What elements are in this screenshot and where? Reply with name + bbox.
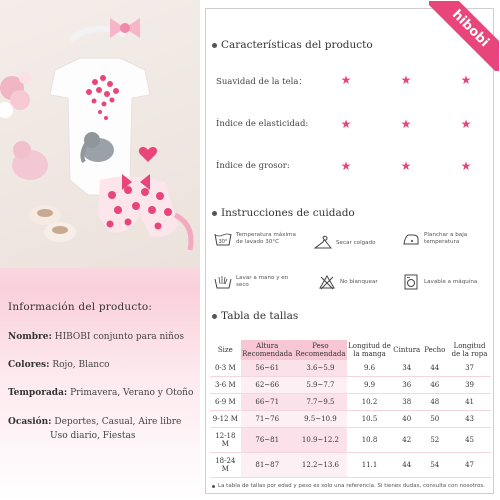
brand-badge	[429, 1, 499, 71]
table-cell: 56~61	[241, 360, 294, 377]
table-cell: 62~66	[241, 377, 294, 394]
table-cell: 9-12 M	[210, 411, 241, 428]
table-cell: 34	[392, 360, 422, 377]
table-row	[210, 360, 491, 377]
details-panel	[205, 8, 494, 494]
table-cell: 44	[392, 453, 422, 478]
size-note-text: La tabla de tallas por edad y peso es solo una referencia. Si tienes dudas, consulta con nosotros.	[218, 483, 486, 489]
characteristic-row	[216, 75, 496, 87]
care-text: No blanquear	[340, 278, 378, 285]
info-value: Rojo, Blanco	[52, 360, 110, 371]
table-cell: 3-6 M	[210, 377, 241, 394]
table-cell: 41	[448, 394, 491, 411]
info-value: Primavera, Verano y Otoño	[70, 388, 194, 399]
care-item-no-bleach	[318, 274, 398, 290]
table-row	[210, 428, 491, 453]
table-header: Peso Recomendada	[294, 340, 347, 360]
bullet-icon	[212, 211, 217, 216]
table-cell: 37	[448, 360, 491, 377]
brand-logo: hibobi	[429, 1, 499, 71]
table-header: Longitud de la manga	[348, 342, 391, 359]
table-cell: 12-18 M	[210, 428, 241, 453]
care-item-wash-30	[214, 231, 302, 247]
table-header: Longitud de la ropa	[451, 342, 488, 359]
star-icon: ★	[340, 73, 352, 87]
characteristic-row	[216, 119, 496, 129]
table-cell: 46	[422, 377, 449, 394]
product-photo	[0, 0, 200, 268]
care-item-machine-wash	[402, 274, 490, 290]
size-table	[210, 340, 491, 478]
table-cell: 10.5	[347, 411, 392, 428]
care-text: Secar colgado	[336, 239, 376, 246]
section-title-text: Tabla de tallas	[221, 310, 299, 322]
table-header-row	[210, 340, 491, 360]
wash-30-icon	[214, 231, 232, 247]
table-row	[210, 377, 491, 394]
no-bleach-icon	[318, 274, 336, 290]
table-cell: 10.9~12.2	[294, 428, 347, 453]
table-cell: 50	[422, 411, 449, 428]
characteristic-label: Índice de grosor:	[216, 161, 290, 171]
bullet-icon	[212, 485, 215, 488]
table-cell: 42	[392, 428, 422, 453]
info-label: Nombre:	[8, 332, 52, 343]
star-icon: ★	[400, 159, 412, 173]
care-item-hanger	[314, 235, 394, 251]
care-title	[212, 207, 355, 219]
star-icon: ★	[460, 159, 472, 173]
info-value: Deportes, Casual, Aire libre	[54, 416, 182, 427]
size-table-body	[210, 360, 491, 478]
star-icon: ★	[400, 73, 412, 87]
characteristic-label: Suavidad de la tela：	[216, 77, 307, 87]
size-note	[212, 483, 485, 489]
table-cell: 43	[448, 411, 491, 428]
table-cell: 45	[448, 428, 491, 453]
characteristics-title	[212, 39, 373, 51]
table-cell: 11.1	[347, 453, 392, 478]
info-value-continued: Uso diario, Fiestas	[50, 430, 136, 441]
hanger-icon	[314, 235, 332, 251]
table-header: Pecho	[424, 346, 446, 355]
table-cell: 9.5~10.9	[294, 411, 347, 428]
table-cell: 12.2~13.6	[294, 453, 347, 478]
table-cell: 6-9 M	[210, 394, 241, 411]
table-cell: 54	[422, 453, 449, 478]
hand-wash-icon	[214, 274, 232, 290]
table-row	[210, 453, 491, 478]
info-value: HIBOBI conjunto para niños	[54, 332, 185, 343]
table-cell: 40	[392, 411, 422, 428]
table-cell: 5.9~7.7	[294, 377, 347, 394]
table-cell: 9.6	[347, 360, 392, 377]
characteristic-label: Índice de elasticidad:	[216, 119, 309, 129]
star-icon: ★	[400, 117, 412, 131]
table-cell: 47	[448, 453, 491, 478]
product-info-title: Información del producto:	[8, 301, 153, 313]
left-panel	[0, 0, 200, 500]
table-cell: 52	[422, 428, 449, 453]
care-text: Lavar a mano y en seco	[236, 275, 289, 288]
info-label: Ocasión:	[8, 416, 52, 427]
product-info	[8, 300, 196, 458]
table-cell: 71~76	[241, 411, 294, 428]
care-item-iron	[402, 231, 490, 247]
star-icon: ★	[340, 159, 352, 173]
info-label: Colores:	[8, 360, 50, 371]
table-cell: 3.6~5.9	[294, 360, 347, 377]
table-cell: 66~71	[241, 394, 294, 411]
table-cell: 44	[422, 360, 449, 377]
star-icon: ★	[340, 117, 352, 131]
table-row	[210, 411, 491, 428]
table-header: Altura Recomendada	[241, 340, 294, 360]
table-cell: 7.7~9.5	[294, 394, 347, 411]
bullet-icon	[212, 314, 217, 319]
care-text: Lavable a máquina	[424, 278, 478, 285]
info-row-occasion	[8, 416, 196, 442]
star-rating	[316, 159, 496, 173]
info-row-name	[8, 331, 196, 343]
care-text: Planchar a baja temperatura	[424, 232, 468, 245]
table-cell: 38	[392, 394, 422, 411]
info-row-colors	[8, 359, 196, 371]
machine-wash-icon	[402, 274, 420, 290]
characteristic-row	[216, 161, 496, 171]
iron-icon	[402, 231, 420, 247]
table-header: Size	[217, 346, 233, 355]
table-cell: 39	[448, 377, 491, 394]
table-cell: 36	[392, 377, 422, 394]
table-cell: 10.2	[347, 394, 392, 411]
table-cell: 10.8	[347, 428, 392, 453]
care-item-hand-wash	[214, 274, 302, 290]
product-illustration	[0, 0, 200, 268]
table-cell: 76~81	[241, 428, 294, 453]
svg-text:30°: 30°	[218, 239, 228, 245]
info-row-season	[8, 387, 196, 399]
info-label: Temporada:	[8, 388, 68, 399]
star-rating	[316, 73, 496, 87]
table-cell: 18-24 M	[210, 453, 241, 478]
table-cell: 0-3 M	[210, 360, 241, 377]
table-header: Cintura	[393, 346, 421, 355]
star-icon: ★	[460, 117, 472, 131]
table-cell: 48	[422, 394, 449, 411]
star-rating	[316, 117, 496, 131]
bullet-icon	[212, 43, 217, 48]
section-title-text: Instrucciones de cuidado	[221, 207, 355, 219]
size-table-title	[212, 310, 298, 322]
care-text: Temperatura máxima de lavado 30°C	[236, 232, 296, 245]
table-row	[210, 394, 491, 411]
table-cell: 9.9	[347, 377, 392, 394]
table-cell: 81~87	[241, 453, 294, 478]
star-icon: ★	[460, 73, 472, 87]
section-title-text: Características del producto	[221, 39, 373, 51]
